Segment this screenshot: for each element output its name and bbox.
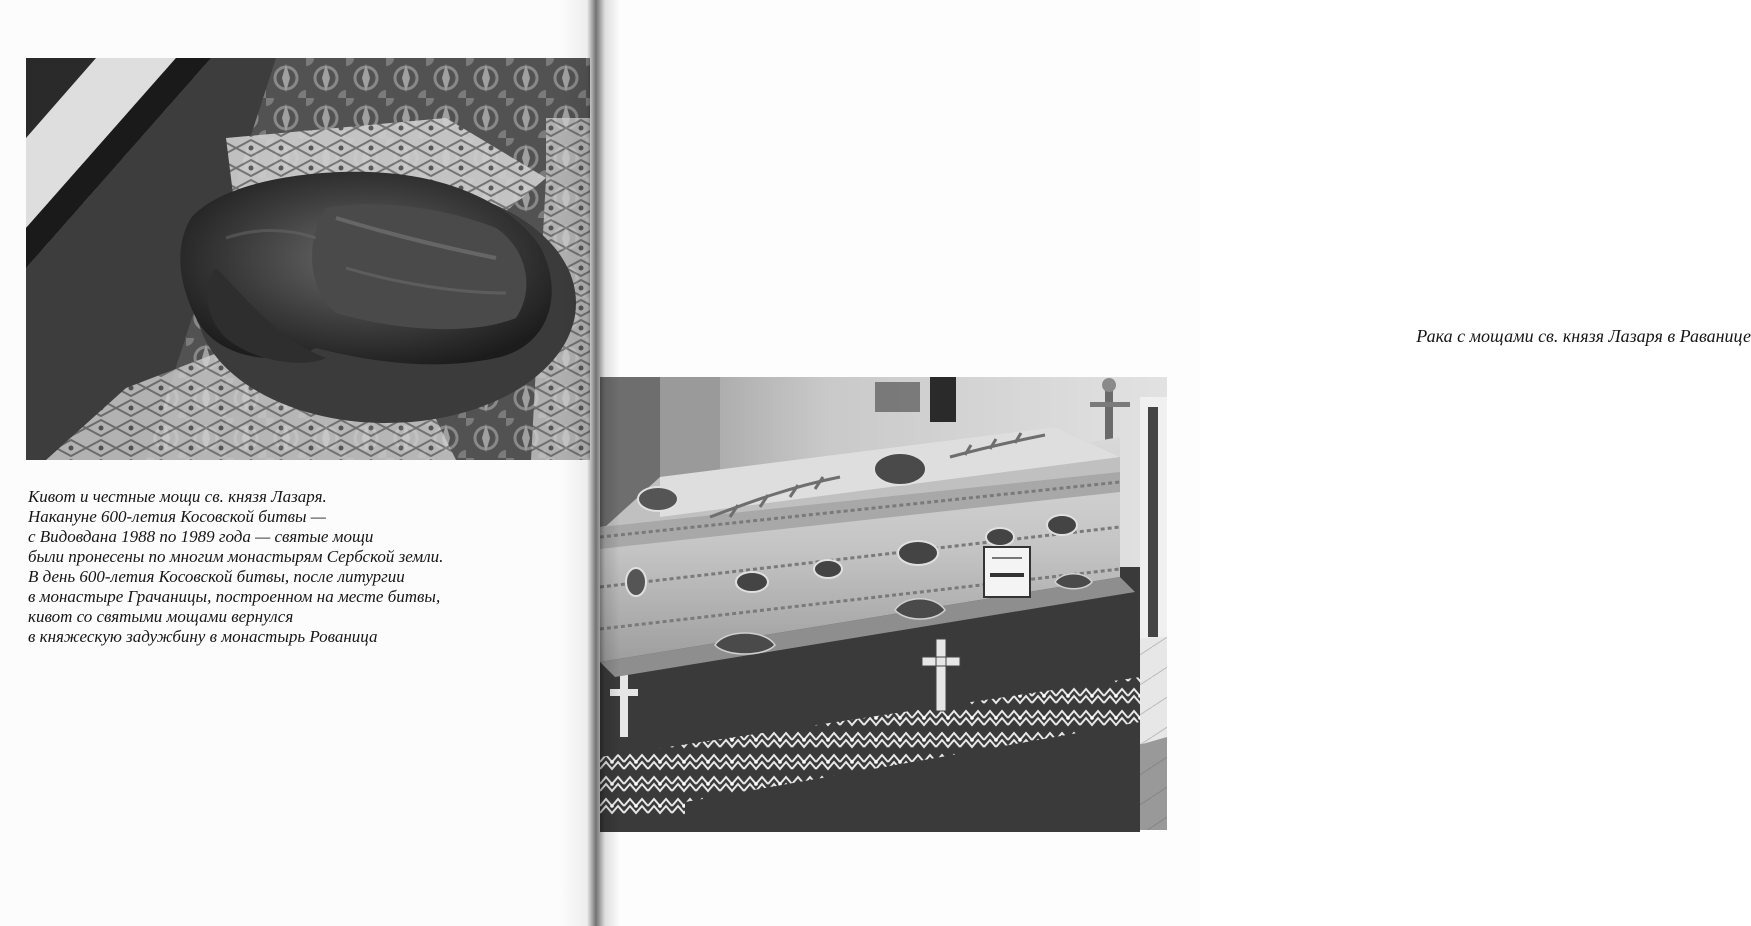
- relics-caption: [28, 487, 588, 647]
- reliquary-photo: [600, 377, 1167, 830]
- caption-line: были пронесены по многим монастырям Сербской земли.: [28, 547, 444, 566]
- caption-line: кивот со святыми мощами вернулся: [28, 607, 294, 626]
- caption-line: в монастыре Грачаницы, построенном на месте битвы,: [28, 587, 441, 606]
- caption-line: Кивот и честные мощи св. князя Лазаря.: [28, 487, 327, 506]
- caption-line: В день 600-летия Косовской битвы, после литургии: [28, 567, 405, 586]
- name-plaque: [984, 547, 1030, 597]
- reliquary-photo-image: [600, 377, 1167, 830]
- relics-photo: [26, 58, 590, 460]
- reliquary-caption: Рака с мощами св. князя Лазаря в Раванице: [1416, 326, 1751, 346]
- caption-line: с Видовдана 1988 по 1989 года — святые мощи: [28, 527, 374, 546]
- caption-line: в княжескую задужбину в монастырь Рованица: [28, 627, 378, 646]
- caption-line: Накануне 600-летия Косовской битвы —: [28, 507, 326, 526]
- relics-photo-image: [26, 58, 590, 460]
- left-page: [0, 0, 596, 926]
